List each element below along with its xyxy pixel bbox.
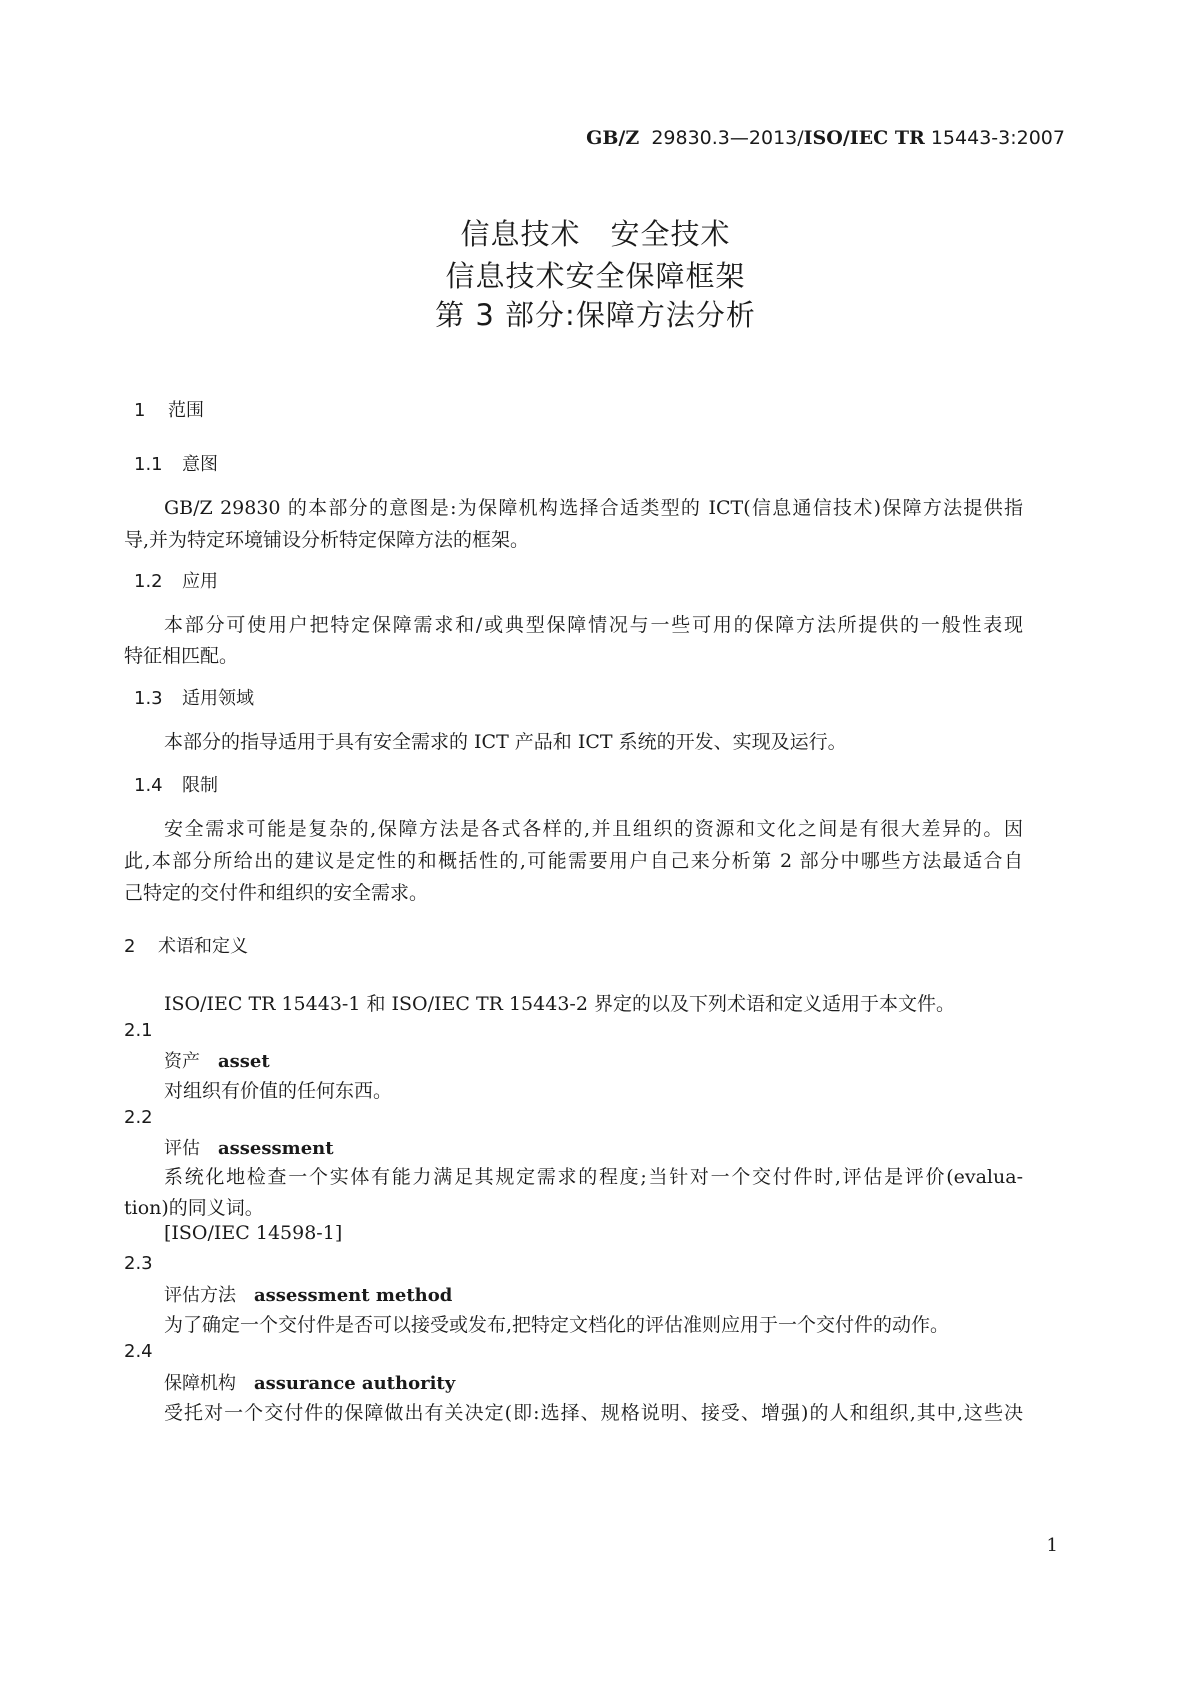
term-definition: 受托对一个交付件的保障做出有关决定(即:选择、规格说明、接受、增强)的人和组织,其中,这些决 <box>164 1402 1023 1424</box>
term-heading: 保障机构 assurance authority <box>164 1373 456 1394</box>
title-line-2: 信息技术安全保障框架 <box>445 259 746 293</box>
section-1-heading: 1 范围 <box>134 400 204 421</box>
section-1-4-text-line-1: 安全需求可能是复杂的,保障方法是各式各样的,并且组织的资源和文化之间是有很大差异的。因 <box>164 818 1023 840</box>
section-1-1-text-line-1: GB/Z 29830 的本部分的意图是:为保障机构选择合适类型的 ICT(信息通信技术)保障方法提供指 <box>164 497 1023 519</box>
term-definition: 对组织有价值的任何东西。 <box>164 1080 393 1102</box>
section-1-3-text: 本部分的指导适用于具有安全需求的 ICT 产品和 ICT 系统的开发、实现及运行。 <box>164 731 847 753</box>
page-number: 1 <box>1046 1535 1058 1556</box>
standard-identifier: GB/Z 29830.3—2013/ISO/IEC TR 15443-3:2007 <box>586 127 1065 149</box>
title-line-1: 信息技术 安全技术 <box>460 217 731 251</box>
term-number: 2.4 <box>124 1341 153 1362</box>
term-number: 2.2 <box>124 1107 153 1128</box>
section-1-4-heading: 1.4 限制 <box>134 775 218 796</box>
term-heading: 评估 assessment <box>164 1138 334 1159</box>
section-1-4-text-line-2: 此,本部分所给出的建议是定性的和概括性的,可能需要用户自己来分析第 2 部分中哪些方法最适合自 <box>124 850 1023 872</box>
section-1-3-heading: 1.3 适用领域 <box>134 688 254 709</box>
term-heading: 评估方法 assessment method <box>164 1285 453 1306</box>
section-2-intro: ISO/IEC TR 15443-1 和 ISO/IEC TR 15443-2 界定的以及下列术语和定义适用于本文件。 <box>164 993 955 1015</box>
term-source: [ISO/IEC 14598-1] <box>164 1222 343 1244</box>
section-1-4-text-line-3: 己特定的交付件和组织的安全需求。 <box>124 882 429 904</box>
section-1-2-text-line-1: 本部分可使用户把特定保障需求和/或典型保障情况与一些可用的保障方法所提供的一般性表现 <box>164 614 1023 636</box>
section-1-1-text-line-2: 导,并为特定环境铺设分析特定保障方法的框架。 <box>124 529 530 551</box>
term-number: 2.3 <box>124 1253 153 1274</box>
section-1-2-text-line-2: 特征相匹配。 <box>124 645 239 667</box>
section-2-heading: 2 术语和定义 <box>124 936 248 957</box>
term-heading: 资产 asset <box>164 1051 270 1072</box>
term-definition: 为了确定一个交付件是否可以接受或发布,把特定文档化的评估准则应用于一个交付件的动作。 <box>164 1314 950 1336</box>
term-definition: 系统化地检查一个实体有能力满足其规定需求的程度;当针对一个交付件时,评估是评价(evalua- <box>164 1166 1023 1188</box>
term-definition-continued: tion)的同义词。 <box>124 1197 264 1219</box>
title-line-3: 第 3 部分:保障方法分析 <box>435 298 756 332</box>
section-1-2-heading: 1.2 应用 <box>134 571 218 592</box>
term-number: 2.1 <box>124 1020 153 1041</box>
section-1-1-heading: 1.1 意图 <box>134 454 218 475</box>
